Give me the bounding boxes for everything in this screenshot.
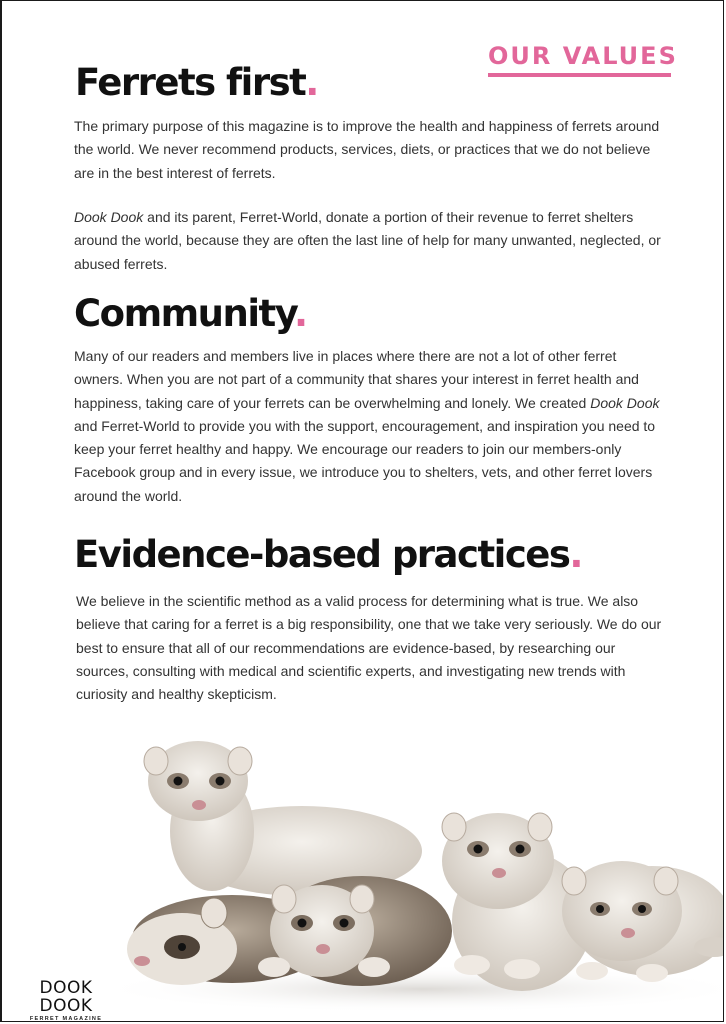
ferret-3: [258, 876, 452, 986]
paragraph-text: and Ferret-World to provide you with the support, encouragement, and inspiration you need to keep your ferret healthy and happy. We encourage our readers to join our members-only Facebook group and in every issue, we introduce you to shelters, vets, and other ferret lovers around the world.: [74, 417, 656, 504]
ferret-1: [144, 741, 422, 896]
heading-community: [74, 292, 307, 335]
heading-ferrets-first: [75, 61, 318, 104]
ferret-5: [562, 861, 724, 982]
heading-text: Community: [74, 292, 294, 335]
heading-evidence-based: [74, 533, 582, 576]
magazine-name-italic: Dook Dook: [590, 394, 660, 411]
paragraph-community: [74, 345, 664, 508]
paragraph-evidence-based: We believe in the scientific method as a valid process for determining what is true. We also believe that caring for a ferret is a big responsibility, one that we take very seriously. We do our best to ensure that all of our recommendations are evidence-based, by researching our sources, consulting with medical and scientific experts, and investigating new trends with curiosity and healthy skepticism.: [76, 593, 662, 703]
paragraph-text: Many of our readers and members live in places where there are not a lot of other ferret owners. When you are not part of a community that shares your interest in ferret health and happiness, taking care of your ferrets can be overwhelming and lonely. We created: [74, 348, 639, 411]
magazine-name-italic: Dook Dook: [74, 209, 144, 225]
heading-text: Evidence-based practices: [74, 533, 570, 576]
paragraph-text: and its parent, Ferret-World, donate a portion of their revenue to ferret shelters around the world, because they are often the last line of help for many unwanted, neglected, or abused ferrets.: [74, 209, 661, 272]
heading-accent-dot: .: [569, 533, 582, 576]
section-tag: OUR VALUES: [488, 41, 671, 77]
magazine-logo: [20, 979, 112, 1022]
ferrets-photo: [2, 721, 724, 1021]
paragraph-ferrets-first-1: The primary purpose of this magazine is to improve the health and happiness of ferrets around the world. We never recommend products, services, diets, or practices that we do not believe are in the best interest of ferrets.: [74, 118, 660, 181]
logo-tagline: FERRET MAGAZINE: [29, 1016, 103, 1022]
heading-text: Ferrets first: [75, 61, 306, 104]
heading-accent-dot: .: [305, 61, 318, 104]
heading-accent-dot: .: [293, 292, 307, 335]
paragraph-ferrets-first-2: [74, 206, 664, 276]
logo-name: DOOK DOOK: [39, 978, 93, 1016]
